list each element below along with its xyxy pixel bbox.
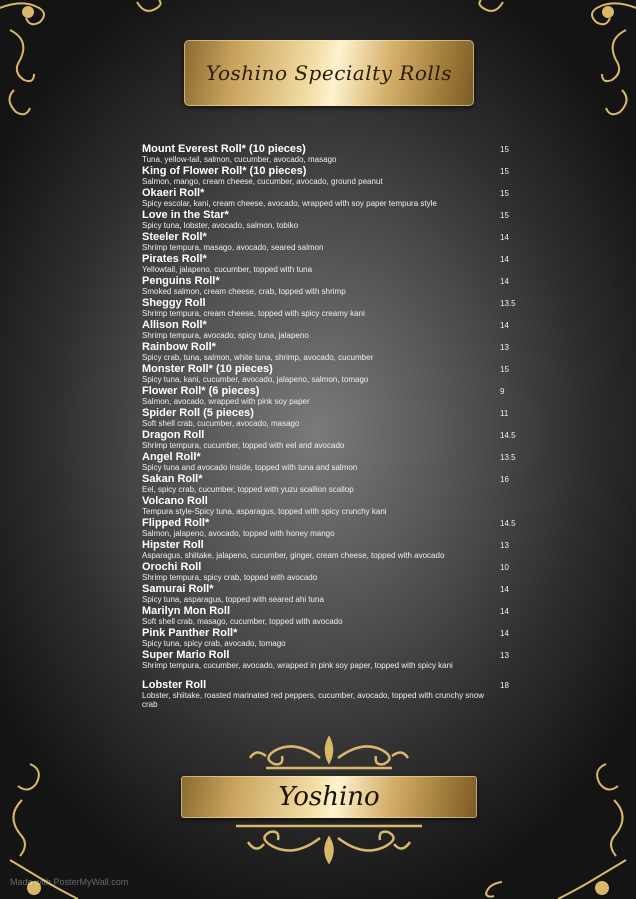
menu-item-price: 15 [500, 211, 509, 220]
menu-item-price: 14 [500, 607, 509, 616]
menu-item-price: 16 [500, 475, 509, 484]
menu-item-description: Lobster, shiitake, roasted marinated red peppers, cucumber, avocado, topped with crunchy snow crab [142, 691, 484, 709]
menu-item-description: Spicy tuna, kani, cucumber, avocado, jalapeno, salmon, tomago [142, 375, 369, 384]
menu-item-description: Salmon, avocado, wrapped with pink soy paper [142, 397, 310, 406]
menu-item-price: 13 [500, 651, 509, 660]
menu-item-price: 14 [500, 321, 509, 330]
menu-item [142, 584, 526, 604]
menu-item [142, 680, 526, 709]
menu-item-name: Spider Roll (5 pieces) [142, 407, 254, 419]
menu-item-name: Rainbow Roll* [142, 341, 216, 353]
menu-item-description: Spicy tuna, lobster, avocado, salmon, tobiko [142, 221, 299, 230]
menu-item-description: Smoked salmon, cream cheese, crab, topped with shrimp [142, 287, 346, 296]
menu-item-description: Salmon, mango, cream cheese, cucumber, avocado, ground peanut [142, 177, 383, 186]
menu-item-name: Hipster Roll [142, 539, 204, 551]
menu-item-price: 18 [500, 681, 509, 690]
menu-item-name: Volcano Roll [142, 495, 208, 507]
menu-item-name: Flower Roll* (6 pieces) [142, 385, 260, 397]
menu-item-description: Spicy escolar, kani, cream cheese, avocado, wrapped with soy paper tempura style [142, 199, 437, 208]
menu-item-name: Lobster Roll [142, 679, 207, 691]
menu-item-name: Sakan Roll* [142, 473, 203, 485]
menu-item [142, 496, 526, 516]
menu-item-price: 14 [500, 233, 509, 242]
menu-item [142, 650, 526, 670]
menu-item-price: 13 [500, 343, 509, 352]
menu-item [142, 474, 526, 494]
menu-item-description: Salmon, jalapeno, avocado, topped with honey mango [142, 529, 335, 538]
menu-item-name: Okaeri Roll* [142, 187, 205, 199]
menu-item-name: Angel Roll* [142, 451, 201, 463]
menu-item-description: Tuna, yellow-tail, salmon, cucumber, avocado, masago [142, 155, 337, 164]
menu-item-name: Marilyn Mon Roll [142, 605, 230, 617]
menu-item [142, 342, 526, 362]
menu-item [142, 628, 526, 648]
menu-item-description: Spicy crab, tuna, salmon, white tuna, shrimp, avocado, cucumber [142, 353, 374, 362]
footer-flourish-bottom [234, 822, 424, 866]
menu-item-price: 14 [500, 629, 509, 638]
menu-item [142, 144, 526, 164]
menu-item-name: Samurai Roll* [142, 583, 214, 595]
menu-item [142, 210, 526, 230]
top-center-flourish-right [475, 0, 505, 18]
menu-item-price: 15 [500, 365, 509, 374]
menu-item-name: Dragon Roll [142, 429, 205, 441]
menu-item-price: 14 [500, 255, 509, 264]
menu-item [142, 408, 526, 428]
menu-item-name: Super Mario Roll [142, 649, 230, 661]
menu-item-description: Eel, spicy crab, cucumber, topped with yuzu scallion scallop [142, 485, 354, 494]
menu-item-description: Shrimp tempura, cream cheese, topped with spicy creamy kani [142, 309, 365, 318]
menu-item-price: 15 [500, 145, 509, 154]
menu-item-name: Mount Everest Roll* (10 pieces) [142, 143, 306, 155]
menu-item-description: Shrimp tempura, cucumber, topped with eel and avocado [142, 441, 345, 450]
menu-item [142, 320, 526, 340]
menu-item-name: Love in the Star* [142, 209, 229, 221]
menu-item-price: 15 [500, 167, 509, 176]
menu-item-price: 14 [500, 277, 509, 286]
footer-plaque [181, 776, 477, 818]
menu-item [142, 562, 526, 582]
menu-item [142, 232, 526, 252]
menu-item [142, 430, 526, 450]
menu-item-name: Steeler Roll* [142, 231, 207, 243]
menu-item-price: 13 [500, 541, 509, 550]
menu-item-price: 13.5 [500, 453, 516, 462]
menu-item-name: Sheggy Roll [142, 297, 206, 309]
menu-item-name: King of Flower Roll* (10 pieces) [142, 165, 307, 177]
menu-item-name: Flipped Roll* [142, 517, 210, 529]
menu-item-description: Tempura style-Spicy tuna, asparagus, topped with spicy crunchy kani [142, 507, 387, 516]
menu-item-description: Yellowtail, jalapeno, cucumber, topped with tuna [142, 265, 313, 274]
brand-logo-text: Yoshino [278, 782, 380, 812]
menu-item-price: 11 [500, 409, 509, 418]
corner-ornament-top-right [566, 0, 636, 140]
menu-item [142, 298, 526, 318]
menu-item-price: 10 [500, 563, 509, 572]
watermark: Made with PosterMyWall.com [10, 877, 129, 887]
menu-item [142, 540, 526, 560]
menu-item-description: Soft shell crab, cucumber, avocado, masago [142, 419, 300, 428]
menu-item [142, 166, 526, 186]
menu-item-name: Allison Roll* [142, 319, 207, 331]
menu-item [142, 606, 526, 626]
menu-item-price: 14.5 [500, 431, 516, 440]
menu-item-name: Pirates Roll* [142, 253, 207, 265]
menu-item [142, 518, 526, 538]
footer-flourish-top [246, 736, 412, 772]
menu-item-description: Spicy tuna, spicy crab, avocado, tomago [142, 639, 286, 648]
menu-item-price: 14.5 [500, 519, 516, 528]
menu-item-description: Soft shell crab, masago, cucumber, topped with avocado [142, 617, 343, 626]
menu-item-price: 14 [500, 585, 509, 594]
menu-item [142, 452, 526, 472]
menu-item-name: Orochi Roll [142, 561, 202, 573]
menu-item [142, 386, 526, 406]
menu-item-price: 9 [500, 387, 505, 396]
menu-item-description: Shrimp tempura, masago, avocado, seared salmon [142, 243, 324, 252]
menu-item-description: Asparagus, shiitake, jalapeno, cucumber, ginger, cream cheese, topped with avocado [142, 551, 445, 560]
menu-item-description: Shrimp tempura, cucumber, avocado, wrapped in pink soy paper, topped with spicy kani [142, 661, 453, 670]
title-plaque [184, 40, 474, 106]
menu-item [142, 188, 526, 208]
bottom-flourish-small-left [480, 880, 504, 899]
menu-item-description: Shrimp tempura, avocado, spicy tuna, jalapeno [142, 331, 309, 340]
menu-item-name: Monster Roll* (10 pieces) [142, 363, 273, 375]
page-title: Yoshino Specialty Rolls [206, 61, 452, 85]
menu-item [142, 364, 526, 384]
top-center-flourish-left [135, 0, 165, 18]
menu-item-description: Spicy tuna and avocado inside, topped with tuna and salmon [142, 463, 358, 472]
menu-item [142, 254, 526, 274]
menu-item-name: Penguins Roll* [142, 275, 220, 287]
menu-item-description: Shrimp tempura, spicy crab, topped with avocado [142, 573, 318, 582]
menu-item-description: Spicy tuna, asparagus, topped with seared ahi tuna [142, 595, 324, 604]
menu-item-price: 13.5 [500, 299, 516, 308]
menu-item-name: Pink Panther Roll* [142, 627, 238, 639]
menu-item [142, 276, 526, 296]
corner-ornament-top-left [0, 0, 70, 140]
menu-item-price: 15 [500, 189, 509, 198]
corner-ornament-bottom-right [556, 760, 636, 899]
